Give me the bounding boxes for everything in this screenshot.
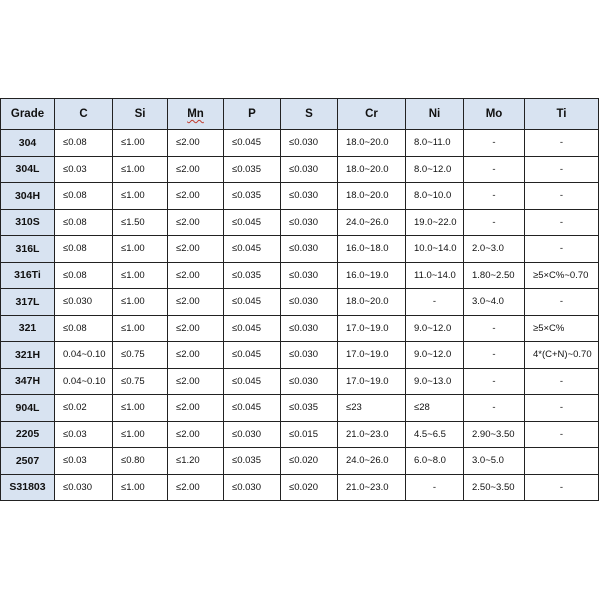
cell-p: ≤0.045: [224, 289, 281, 316]
cell-ti: ≥5×C%~0.70: [525, 262, 599, 289]
cell-mn: ≤2.00: [168, 474, 224, 501]
cell-s: ≤0.015: [281, 421, 338, 448]
header-row: [1, 99, 599, 130]
cell-c: ≤0.02: [55, 395, 113, 422]
grade-cell: 310S: [1, 209, 55, 236]
cell-p: ≤0.030: [224, 421, 281, 448]
cell-c: ≤0.03: [55, 421, 113, 448]
table-row: [1, 156, 599, 183]
header-s: S: [281, 99, 338, 130]
cell-c: ≤0.08: [55, 130, 113, 157]
table-row: [1, 183, 599, 210]
table-row: [1, 236, 599, 263]
cell-cr: 17.0~19.0: [338, 315, 406, 342]
cell-cr: ≤23: [338, 395, 406, 422]
cell-p: ≤0.035: [224, 448, 281, 475]
cell-mo: -: [464, 342, 525, 369]
cell-mo: 2.90~3.50: [464, 421, 525, 448]
header-mo: Mo: [464, 99, 525, 130]
grade-cell: S31803: [1, 474, 55, 501]
cell-ti: -: [525, 209, 599, 236]
grade-cell: 316L: [1, 236, 55, 263]
cell-p: ≤0.045: [224, 315, 281, 342]
cell-ni: -: [406, 474, 464, 501]
cell-mn: ≤2.00: [168, 395, 224, 422]
cell-si: ≤0.75: [113, 342, 168, 369]
cell-p: ≤0.045: [224, 395, 281, 422]
table-row: [1, 395, 599, 422]
cell-ni: 8.0~10.0: [406, 183, 464, 210]
cell-si: ≤1.00: [113, 421, 168, 448]
header-si: Si: [113, 99, 168, 130]
cell-mn: ≤2.00: [168, 289, 224, 316]
cell-ni: 10.0~14.0: [406, 236, 464, 263]
cell-cr: 18.0~20.0: [338, 289, 406, 316]
grade-cell: 304H: [1, 183, 55, 210]
cell-mn: ≤1.20: [168, 448, 224, 475]
cell-s: ≤0.030: [281, 315, 338, 342]
table-row: [1, 421, 599, 448]
table-row: [1, 448, 599, 475]
cell-mn: ≤2.00: [168, 342, 224, 369]
cell-cr: 17.0~19.0: [338, 368, 406, 395]
cell-p: ≤0.045: [224, 209, 281, 236]
cell-p: ≤0.035: [224, 156, 281, 183]
grade-cell: 321: [1, 315, 55, 342]
cell-p: ≤0.035: [224, 262, 281, 289]
cell-ni: 11.0~14.0: [406, 262, 464, 289]
cell-cr: 21.0~23.0: [338, 474, 406, 501]
cell-s: ≤0.030: [281, 130, 338, 157]
cell-cr: 16.0~19.0: [338, 262, 406, 289]
cell-cr: 18.0~20.0: [338, 183, 406, 210]
table-row: [1, 315, 599, 342]
cell-ti: -: [525, 130, 599, 157]
cell-si: ≤1.00: [113, 236, 168, 263]
cell-c: ≤0.030: [55, 474, 113, 501]
grade-cell: 321H: [1, 342, 55, 369]
table-row: [1, 209, 599, 236]
cell-si: ≤0.80: [113, 448, 168, 475]
table-header: [1, 99, 599, 130]
cell-si: ≤1.00: [113, 183, 168, 210]
grade-cell: 316Ti: [1, 262, 55, 289]
cell-mn: ≤2.00: [168, 262, 224, 289]
cell-cr: 18.0~20.0: [338, 156, 406, 183]
cell-s: ≤0.020: [281, 474, 338, 501]
header-cr: Cr: [338, 99, 406, 130]
table-row: [1, 262, 599, 289]
cell-ni: 4.5~6.5: [406, 421, 464, 448]
cell-s: ≤0.030: [281, 342, 338, 369]
grade-cell: 304L: [1, 156, 55, 183]
cell-ti: -: [525, 421, 599, 448]
cell-si: ≤1.00: [113, 130, 168, 157]
cell-ti: -: [525, 474, 599, 501]
cell-p: ≤0.045: [224, 236, 281, 263]
table-row: [1, 289, 599, 316]
grade-cell: 317L: [1, 289, 55, 316]
cell-ni: 6.0~8.0: [406, 448, 464, 475]
cell-mn: ≤2.00: [168, 209, 224, 236]
header-ti: Ti: [525, 99, 599, 130]
cell-ti: -: [525, 368, 599, 395]
cell-mn: ≤2.00: [168, 421, 224, 448]
table-body: [1, 130, 599, 501]
cell-ni: -: [406, 289, 464, 316]
cell-mo: -: [464, 395, 525, 422]
cell-ti: -: [525, 183, 599, 210]
table-row: [1, 474, 599, 501]
cell-c: ≤0.08: [55, 209, 113, 236]
cell-si: ≤1.00: [113, 289, 168, 316]
cell-s: ≤0.030: [281, 236, 338, 263]
cell-p: ≤0.045: [224, 130, 281, 157]
cell-mo: -: [464, 368, 525, 395]
cell-c: 0.04~0.10: [55, 342, 113, 369]
cell-mn: ≤2.00: [168, 183, 224, 210]
header-p: P: [224, 99, 281, 130]
header-mn: Mn: [168, 99, 224, 130]
cell-s: ≤0.020: [281, 448, 338, 475]
cell-ni: ≤28: [406, 395, 464, 422]
cell-cr: 24.0~26.0: [338, 448, 406, 475]
cell-si: ≤1.00: [113, 395, 168, 422]
header-grade: Grade: [1, 99, 55, 130]
cell-ti: -: [525, 395, 599, 422]
cell-cr: 18.0~20.0: [338, 130, 406, 157]
cell-si: ≤1.00: [113, 474, 168, 501]
cell-mo: 3.0~5.0: [464, 448, 525, 475]
grade-cell: 904L: [1, 395, 55, 422]
cell-si: ≤1.00: [113, 262, 168, 289]
cell-mo: -: [464, 209, 525, 236]
header-c: C: [55, 99, 113, 130]
table-row: [1, 130, 599, 157]
cell-c: ≤0.08: [55, 236, 113, 263]
cell-si: ≤1.00: [113, 156, 168, 183]
grade-cell: 304: [1, 130, 55, 157]
cell-cr: 21.0~23.0: [338, 421, 406, 448]
table-row: [1, 342, 599, 369]
table-row: [1, 368, 599, 395]
cell-mo: -: [464, 183, 525, 210]
cell-ti: [525, 448, 599, 475]
cell-mn: ≤2.00: [168, 315, 224, 342]
cell-ni: 19.0~22.0: [406, 209, 464, 236]
cell-ni: 8.0~11.0: [406, 130, 464, 157]
cell-p: ≤0.030: [224, 474, 281, 501]
cell-ti: ≥5×C%: [525, 315, 599, 342]
header-ni: Ni: [406, 99, 464, 130]
composition-table-wrapper: [0, 98, 598, 498]
cell-si: ≤1.50: [113, 209, 168, 236]
cell-ti: -: [525, 156, 599, 183]
cell-cr: 24.0~26.0: [338, 209, 406, 236]
cell-ti: -: [525, 236, 599, 263]
cell-ti: -: [525, 289, 599, 316]
cell-mo: 2.0~3.0: [464, 236, 525, 263]
cell-mo: 1.80~2.50: [464, 262, 525, 289]
cell-cr: 16.0~18.0: [338, 236, 406, 263]
cell-ni: 9.0~12.0: [406, 342, 464, 369]
cell-mn: ≤2.00: [168, 130, 224, 157]
grade-cell: 2507: [1, 448, 55, 475]
cell-p: ≤0.035: [224, 183, 281, 210]
cell-s: ≤0.030: [281, 156, 338, 183]
cell-p: ≤0.045: [224, 368, 281, 395]
cell-si: ≤1.00: [113, 315, 168, 342]
cell-s: ≤0.030: [281, 183, 338, 210]
cell-mo: -: [464, 130, 525, 157]
cell-ti: 4*(C+N)~0.70: [525, 342, 599, 369]
cell-c: 0.04~0.10: [55, 368, 113, 395]
cell-cr: 17.0~19.0: [338, 342, 406, 369]
cell-s: ≤0.035: [281, 395, 338, 422]
cell-mn: ≤2.00: [168, 236, 224, 263]
cell-c: ≤0.08: [55, 315, 113, 342]
grade-cell: 347H: [1, 368, 55, 395]
cell-mo: -: [464, 315, 525, 342]
cell-c: ≤0.03: [55, 448, 113, 475]
cell-ni: 8.0~12.0: [406, 156, 464, 183]
cell-s: ≤0.030: [281, 289, 338, 316]
cell-c: ≤0.030: [55, 289, 113, 316]
cell-mn: ≤2.00: [168, 368, 224, 395]
cell-c: ≤0.08: [55, 183, 113, 210]
cell-ni: 9.0~12.0: [406, 315, 464, 342]
cell-mo: 2.50~3.50: [464, 474, 525, 501]
cell-p: ≤0.045: [224, 342, 281, 369]
cell-si: ≤0.75: [113, 368, 168, 395]
cell-mo: -: [464, 156, 525, 183]
cell-mn: ≤2.00: [168, 156, 224, 183]
cell-s: ≤0.030: [281, 209, 338, 236]
cell-mo: 3.0~4.0: [464, 289, 525, 316]
grade-cell: 2205: [1, 421, 55, 448]
cell-c: ≤0.08: [55, 262, 113, 289]
cell-c: ≤0.03: [55, 156, 113, 183]
chemical-composition-table: [0, 98, 599, 501]
cell-ni: 9.0~13.0: [406, 368, 464, 395]
cell-s: ≤0.030: [281, 368, 338, 395]
cell-s: ≤0.030: [281, 262, 338, 289]
